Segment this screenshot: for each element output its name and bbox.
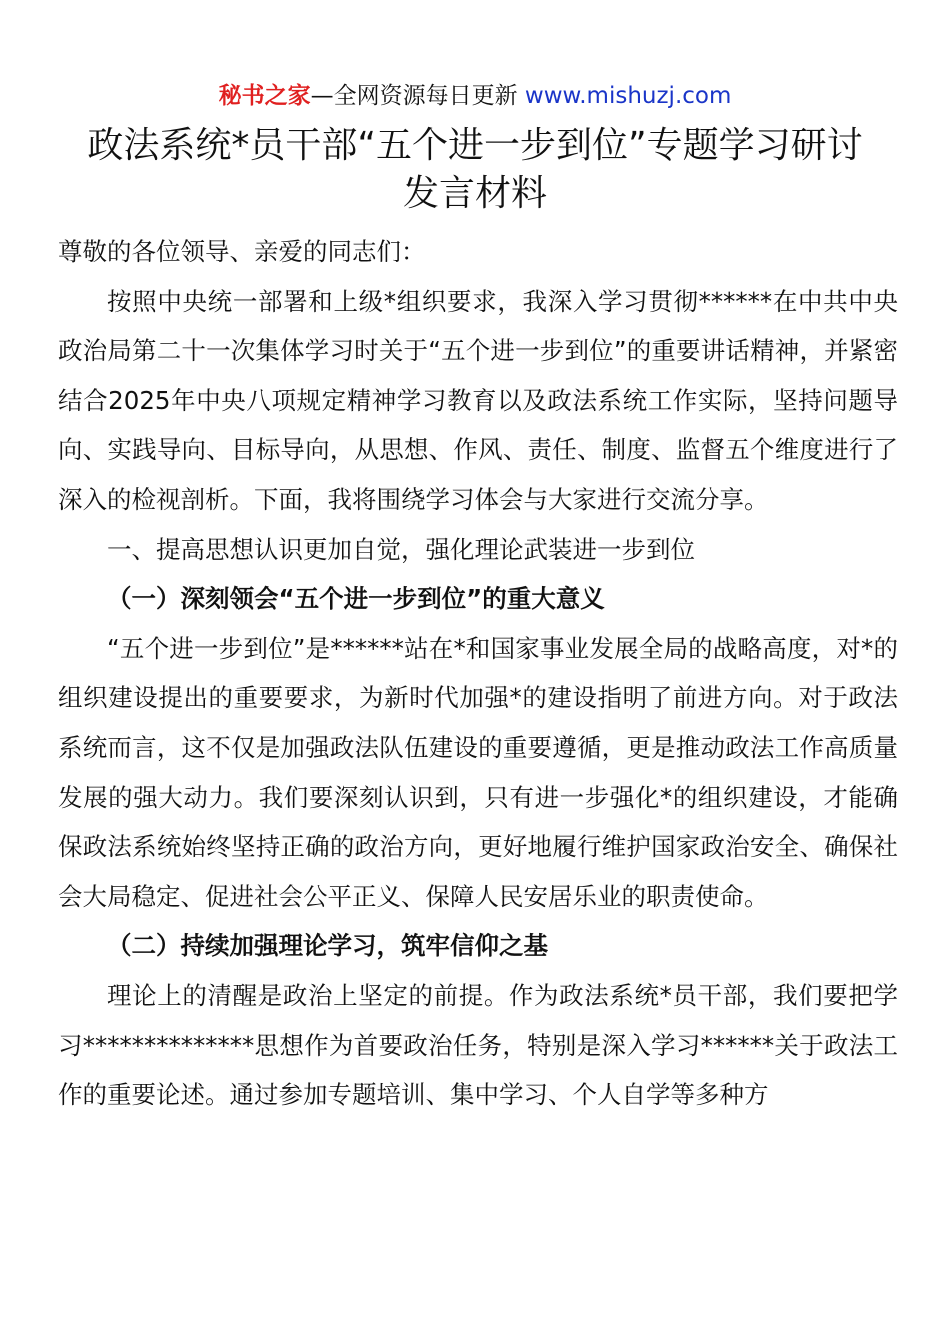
site-header bbox=[0, 80, 950, 112]
subsection-1-paragraph: “五个进一步到位”是******站在*和国家事业发展全局的战略高度，对*的组织建设提出的重要要求，为新时代加强*的建设指明了前进方向。对于政法系统而言，这不仅是加强政法队伍建设的重要遵循，更是推动政法工作高质量发展的强大动力。我们要深刻认识到，只有进一步强化*的组织建设，才能确保政法系统始终坚持正确的政治方向，更好地履行维护国家政治安全、确保社会大局稳定、促进社会公平正义、保障人民安居乐业的职责使命。 bbox=[58, 633, 898, 911]
brand-name: 秘书之家 bbox=[218, 83, 311, 109]
title-line-1: 政法系统*员干部“五个进一步到位”专题学习研讨 bbox=[87, 125, 863, 166]
header-tagline: —全网资源每日更新 bbox=[310, 83, 525, 109]
document-body bbox=[58, 227, 898, 1120]
section-1-heading: 一、提高思想认识更加自觉，强化理论武装进一步到位 bbox=[107, 534, 695, 564]
title-line-2: 发言材料 bbox=[402, 173, 547, 214]
subsection-1-heading: （一）深刻领会“五个进一步到位”的重大意义 bbox=[107, 584, 605, 614]
subsection-2-paragraph: 理论上的清醒是政治上坚定的前提。作为政法系统*员干部，我们要把学习**************思想作为首要政治任务，特别是深入学习******关于政法工作的重要论述。通过参加专题培训、集中学习、个人自学等多种方 bbox=[58, 980, 898, 1110]
intro-paragraph: 按照中央统一部署和上级*组织要求，我深入学习贯彻******在中共中央政治局第二十一次集体学习时关于“五个进一步到位”的重要讲话精神，并紧密结合2025年中央八项规定精神学习教育以及政法系统工作实际，坚持问题导向、实践导向、目标导向，从思想、作风、责任、制度、监督五个维度进行了深入的检视剖析。下面，我将围绕学习体会与大家进行交流分享。 bbox=[58, 286, 898, 514]
document-title bbox=[40, 122, 910, 218]
greeting: 尊敬的各位领导、亲爱的同志们： bbox=[58, 237, 426, 266]
subsection-2-heading: （二）持续加强理论学习，筑牢信仰之基 bbox=[107, 931, 548, 961]
site-url-link[interactable]: www.mishuzj.com bbox=[524, 83, 732, 109]
